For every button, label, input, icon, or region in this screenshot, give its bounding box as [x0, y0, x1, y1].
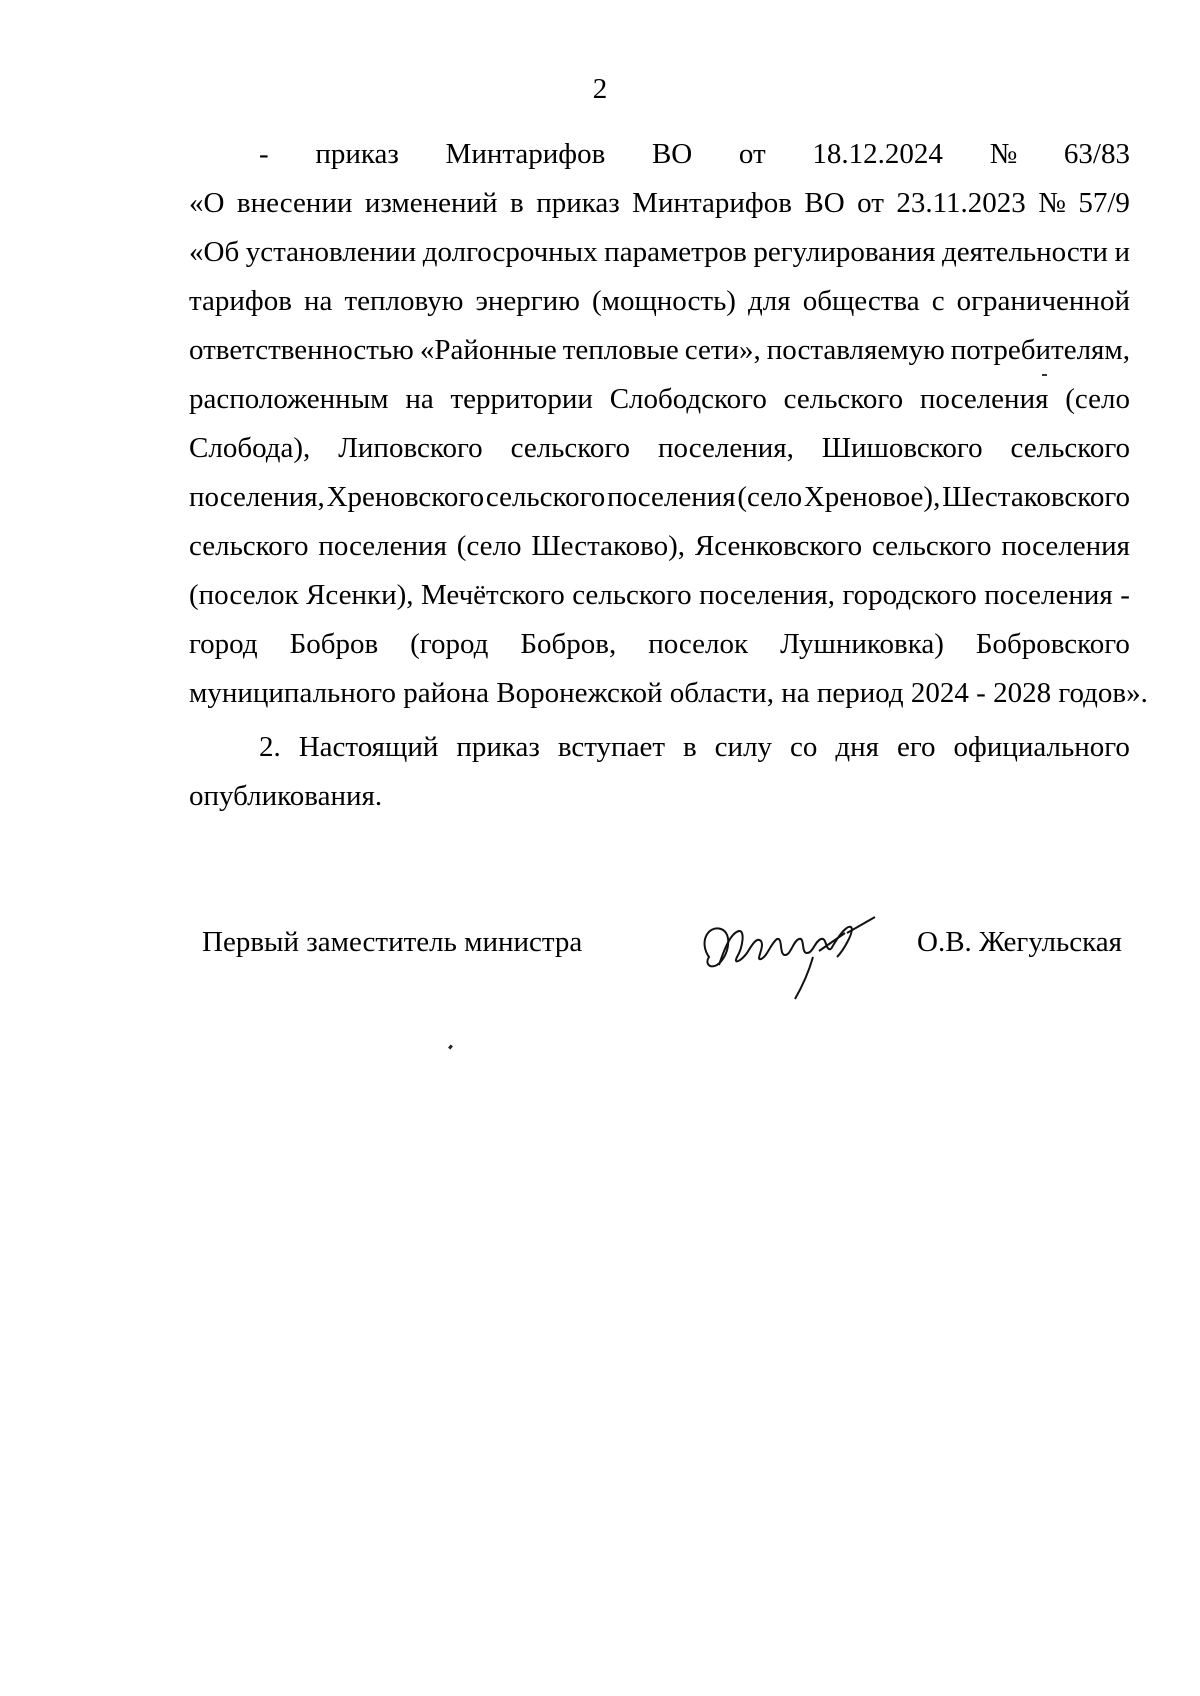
- word: Мечётского: [421, 579, 565, 611]
- word: деятельности: [941, 236, 1108, 268]
- word: поселения,: [658, 432, 794, 464]
- word: энергию: [475, 285, 580, 317]
- amendment-lines: [189, 228, 1130, 669]
- word: долгосрочных: [422, 236, 598, 268]
- word: город: [189, 628, 258, 660]
- word: сельского: [1010, 432, 1130, 464]
- word: Шестаковского: [942, 481, 1130, 513]
- word: 23.11.2023: [896, 187, 1026, 219]
- word: Ясенковского: [694, 530, 863, 562]
- clause-2-paragraph: [189, 723, 1130, 821]
- word: сельского: [510, 432, 631, 464]
- amendment-line: [189, 620, 1130, 669]
- word: 63/83: [1063, 138, 1130, 170]
- word: от: [738, 138, 766, 170]
- word: от: [857, 187, 884, 219]
- word: 18.12.2024: [812, 138, 943, 170]
- word: приказ: [536, 187, 620, 219]
- amendment-line-2: [189, 179, 1130, 228]
- clause-2-last-line: опубликования.: [189, 780, 383, 812]
- word: изменений: [364, 187, 498, 219]
- word: приказ: [315, 138, 399, 170]
- word: параметров: [604, 236, 747, 268]
- scan-speck: [448, 1045, 453, 1050]
- word: Шишовского: [821, 432, 983, 464]
- word: сельского: [485, 481, 606, 513]
- amendment-line: [189, 228, 1130, 277]
- word: силу: [714, 731, 773, 763]
- word: (село: [737, 481, 803, 513]
- word: Слобода),: [189, 432, 311, 464]
- word: (село: [456, 530, 522, 562]
- amendment-line: [189, 326, 1130, 375]
- word: тарифов: [189, 285, 292, 317]
- scan-speck: [1042, 374, 1047, 376]
- word: поселения: [1001, 530, 1130, 562]
- word: поселения: [984, 579, 1113, 611]
- amendment-line: [189, 375, 1130, 424]
- word: приказ: [456, 731, 540, 763]
- clause-2-line-1: [189, 723, 1130, 772]
- signature-row: [0, 895, 1200, 1005]
- word: поселения,: [699, 579, 835, 611]
- word: «О: [189, 187, 225, 219]
- word: регулирования: [753, 236, 936, 268]
- word: №: [989, 138, 1018, 170]
- word: на: [303, 285, 333, 317]
- word: дня: [835, 731, 880, 763]
- word: со: [790, 731, 818, 763]
- word: Минтарифов: [445, 138, 606, 170]
- word: с: [931, 285, 945, 317]
- word: Бобровского: [975, 628, 1130, 660]
- amendment-line: [189, 571, 1130, 620]
- word: ВО: [804, 187, 845, 219]
- signer-title: Первый заместитель министра: [202, 926, 583, 958]
- word: Бобров,: [520, 628, 617, 660]
- word: (мощность): [591, 285, 736, 317]
- word: Шестаково),: [531, 530, 686, 562]
- word: ВО: [651, 138, 693, 170]
- word: потребителям,: [950, 334, 1130, 366]
- word: сети»,: [684, 334, 761, 366]
- word: тепловую: [344, 285, 464, 317]
- amendment-line: [189, 277, 1130, 326]
- word: (город: [410, 628, 489, 660]
- word: 57/9: [1078, 187, 1130, 219]
- word: Настоящий: [298, 731, 439, 763]
- word: -: [1120, 579, 1130, 611]
- word: тепловые: [562, 334, 679, 366]
- word: Минтарифов: [632, 187, 792, 219]
- word: сельского: [872, 530, 992, 562]
- word: в: [510, 187, 524, 219]
- word: поставляемую: [766, 334, 945, 366]
- word: Липовского: [338, 432, 483, 464]
- word: (село: [1065, 383, 1130, 415]
- word: общества: [802, 285, 920, 317]
- word: сельского: [783, 383, 904, 415]
- amendment-paragraph: [189, 130, 1148, 718]
- word: сельского: [189, 530, 309, 562]
- word: Ясенки),: [306, 579, 414, 611]
- amendment-line: [189, 424, 1130, 473]
- word: на: [405, 383, 434, 415]
- word: (поселок: [189, 579, 299, 611]
- word: расположенным: [189, 383, 389, 415]
- word: в: [682, 731, 697, 763]
- word: для: [748, 285, 791, 317]
- word: №: [1038, 187, 1066, 219]
- word: Лушниковка): [780, 628, 944, 660]
- word: поселок: [648, 628, 749, 660]
- word: «Об: [189, 236, 240, 268]
- word: внесении: [236, 187, 353, 219]
- word: поселения: [919, 383, 1049, 415]
- word: поселения: [318, 530, 447, 562]
- word: Слободского: [609, 383, 767, 415]
- word: Хреновского: [326, 481, 485, 513]
- amendment-line: [189, 473, 1130, 522]
- page-number: 2: [592, 73, 608, 105]
- word: сельского: [572, 579, 692, 611]
- amendment-line-1: [189, 130, 1130, 179]
- handwritten-signature: [695, 895, 880, 1005]
- word: ответственностью: [189, 334, 414, 366]
- word: вступает: [557, 731, 665, 763]
- amendment-line: [189, 522, 1130, 571]
- word: ограниченной: [956, 285, 1130, 317]
- word: территории: [450, 383, 593, 415]
- signer-name: О.В. Жегульская: [917, 926, 1122, 958]
- word: и: [1114, 236, 1130, 268]
- word: -: [259, 138, 269, 170]
- word: 2.: [259, 731, 281, 763]
- word: поселения,: [189, 481, 325, 513]
- word: его: [897, 731, 936, 763]
- word: «Районные: [419, 334, 557, 366]
- word: городского: [842, 579, 977, 611]
- word: Хреновое),: [803, 481, 941, 513]
- word: Бобров: [289, 628, 379, 660]
- word: официального: [953, 731, 1130, 763]
- word: поселения: [607, 481, 736, 513]
- word: установлении: [245, 236, 417, 268]
- amendment-last-line: муниципального района Воронежской области, на период 2024 - 2028 годов».: [189, 677, 1148, 709]
